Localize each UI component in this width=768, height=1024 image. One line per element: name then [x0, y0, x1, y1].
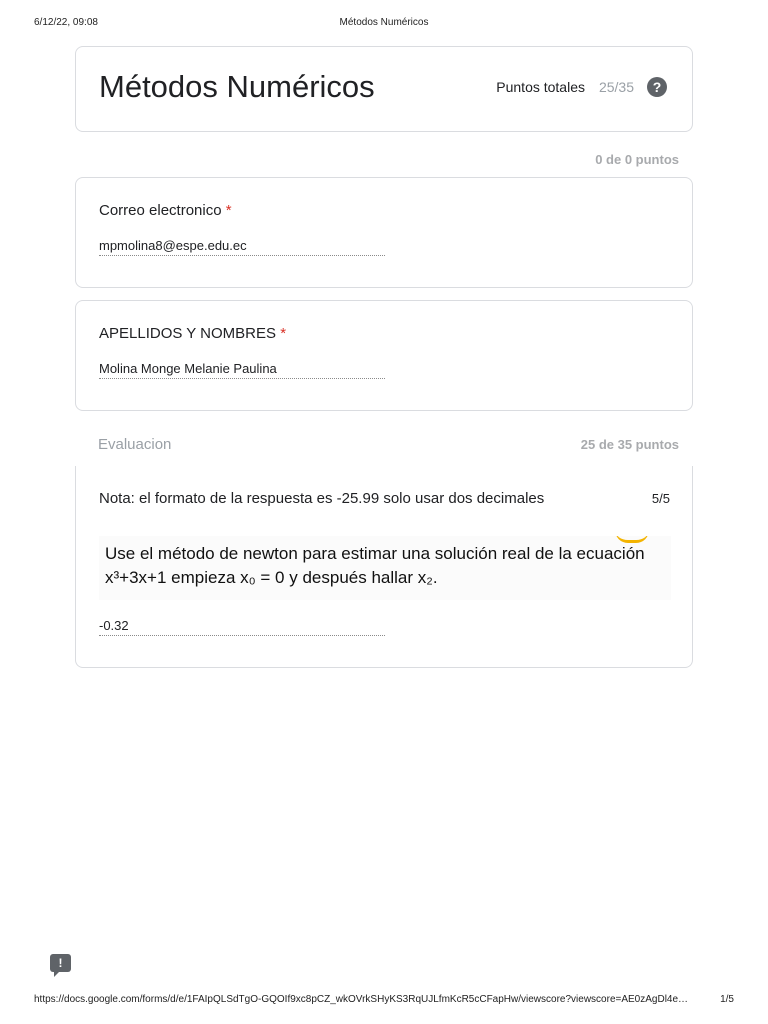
required-mark: * — [225, 202, 232, 219]
question-card-email — [75, 177, 693, 288]
question-label — [99, 202, 232, 219]
help-icon[interactable]: ? — [647, 77, 667, 97]
answer-field: Molina Monge Melanie Paulina — [99, 361, 385, 379]
question-card-name — [75, 300, 693, 411]
question-image-line: Use el método de newton para estimar una solución real de la ecuación — [105, 544, 645, 563]
total-points-label: Puntos totales — [496, 79, 585, 95]
form-title: Métodos Numéricos — [99, 69, 375, 104]
answer-field: mpmolina8@espe.edu.ec — [99, 238, 385, 256]
question-image-line: x³+3x+1 empieza x₀ = 0 y después hallar x₂. — [105, 568, 438, 587]
section-score: 25 de 35 puntos — [580, 437, 679, 452]
question-card-nota — [75, 466, 693, 668]
question-label-text: APELLIDOS Y NOMBRES — [99, 325, 277, 342]
print-title: Métodos Numéricos — [339, 17, 429, 28]
question-label-text: Correo electronico — [99, 202, 222, 219]
print-date: 6/12/22, 09:08 — [34, 17, 98, 28]
question-score: 5/5 — [651, 491, 670, 506]
required-mark: * — [280, 325, 287, 342]
question-image-text — [105, 542, 645, 590]
print-page-number: 1/5 — [720, 994, 734, 1005]
total-points-value: 25/35 — [598, 79, 634, 95]
question-label — [99, 325, 286, 342]
answer-field: -0.32 — [99, 618, 385, 636]
feedback-icon[interactable]: ! — [50, 954, 71, 972]
question-text: Nota: el formato de la respuesta es -25.99 solo usar dos decimales — [99, 490, 545, 507]
print-header — [0, 17, 768, 31]
section-title: Evaluacion — [98, 436, 172, 453]
question-image — [99, 536, 671, 600]
print-url: https://docs.google.com/forms/d/e/1FAIpQLSdTgO-GQOIf9xc8pCZ_wkOVrkSHyKS3RqUJLfmKcR5cCFapHw/viewscore?viewscore=AE0zAgDl4e… — [34, 994, 689, 1005]
section-score: 0 de 0 puntos — [595, 152, 679, 167]
form-title-card — [75, 46, 693, 132]
